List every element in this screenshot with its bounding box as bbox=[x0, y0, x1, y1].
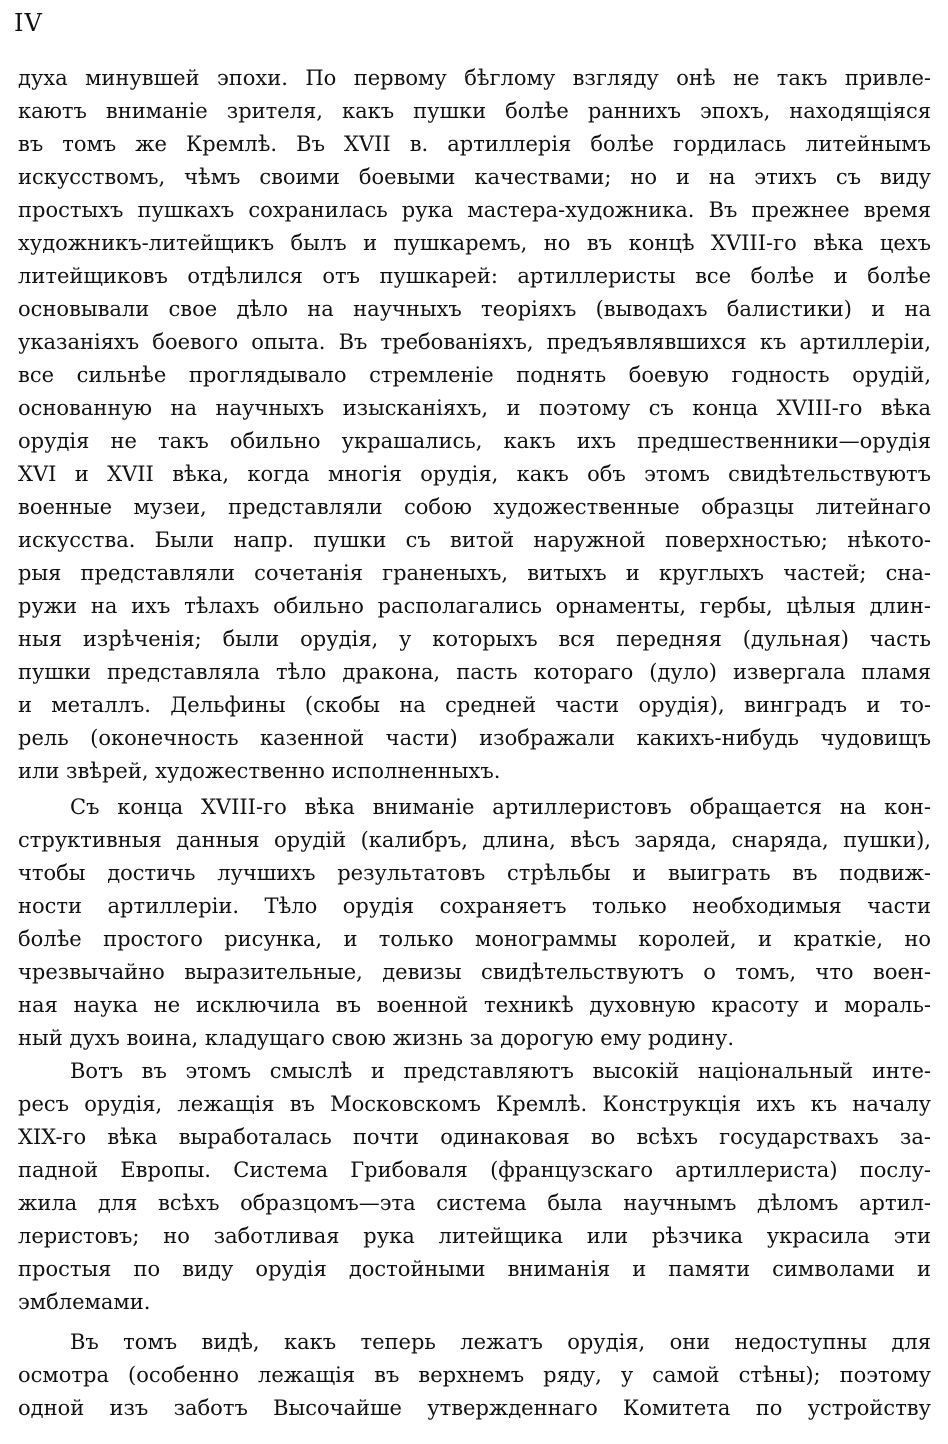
text-line: структивныя данныя орудій (калибръ, длина, вѣсъ заряда, снаряда, пушки), bbox=[18, 828, 931, 852]
text-line: все сильнѣе проглядывало стремленіе поднять боевую годность орудій, bbox=[18, 363, 931, 387]
text-line: простыя по виду орудія достойными вниманія и памяти символами и bbox=[18, 1257, 931, 1281]
text-line: основывали свое дѣло на научныхъ теоріяхъ (выводахъ балистики) и на bbox=[18, 297, 931, 321]
text-line: леристовъ; но заботливая рука литейщика или рѣзчика украсила эти bbox=[18, 1224, 931, 1248]
text-line: пушки представляла тѣло дракона, пасть котораго (дуло) извергала пламя bbox=[18, 660, 931, 684]
text-line: орудія не такъ обильно украшались, какъ ихъ предшественники—орудія bbox=[18, 429, 931, 453]
text-line: ружи на ихъ тѣлахъ обильно располагались орнаменты, гербы, цѣлыя длин- bbox=[18, 594, 931, 618]
text-line: искусства. Были напр. пушки съ витой наружной поверхностью; нѣкото- bbox=[18, 528, 931, 552]
text-line: падной Европы. Система Грибоваля (французскаго артиллериста) послу- bbox=[18, 1158, 931, 1182]
text-line: военные музеи, представляли собою художественные образцы литейнаго bbox=[18, 495, 931, 519]
text-line: ная наука не исключила въ военной техникѣ духовную красоту и мораль- bbox=[18, 993, 931, 1017]
text-line: и металлъ. Дельфины (скобы на средней части орудія), винградъ и то- bbox=[18, 693, 931, 717]
text-line: болѣе простого рисунка, и только монограммы королей, и краткіе, но bbox=[18, 927, 931, 951]
text-line: простыхъ пушкахъ сохранилась рука мастера-художника. Въ прежнее время bbox=[18, 198, 931, 222]
text-line: духа минувшей эпохи. По первому бѣглому взгляду онѣ не такъ привле- bbox=[18, 66, 931, 90]
text-line: рыя представляли сочетанія граненыхъ, витыхъ и круглыхъ частей; сна- bbox=[18, 561, 931, 585]
text-line: ресъ орудія, лежащія въ Московскомъ Кремлѣ. Конструкція ихъ къ началу bbox=[18, 1092, 931, 1116]
text-line: искусствомъ, чѣмъ своими боевыми качествами; но и на этихъ съ виду bbox=[18, 165, 931, 189]
text-line: Вотъ въ этомъ смыслѣ и представляютъ высокій національный инте- bbox=[70, 1059, 931, 1083]
text-line: ности артиллеріи. Тѣло орудія сохраняетъ только необходимыя части bbox=[18, 894, 931, 918]
text-line: XIX-го вѣка выработалась почти одинаковая во всѣхъ государствахъ за- bbox=[18, 1125, 931, 1149]
text-line: эмблемами. bbox=[18, 1290, 151, 1314]
text-line: рель (оконечность казенной части) изображали какихъ-нибудь чудовищъ bbox=[18, 726, 931, 750]
text-line: осмотра (особенно лежащія въ верхнемъ ряду, у самой стѣны); поэтому bbox=[18, 1363, 931, 1387]
text-line: чтобы достичь лучшихъ результатовъ стрѣльбы и выиграть въ подвиж- bbox=[18, 861, 931, 885]
text-line: указаніяхъ боевого опыта. Въ требованіяхъ, предъявлявшихся къ артиллеріи, bbox=[18, 330, 931, 354]
text-line: чрезвычайно выразительные, девизы свидѣтельствуютъ о томъ, что воен- bbox=[18, 960, 931, 984]
text-line: основанную на научныхъ изысканіяхъ, и поэтому съ конца XVIII-го вѣка bbox=[18, 396, 931, 420]
text-line: каютъ вниманіе зрителя, какъ пушки болѣе раннихъ эпохъ, находящіяся bbox=[18, 99, 931, 123]
text-line: XVI и XVII вѣка, когда многія орудія, какъ объ этомъ свидѣтельствуютъ bbox=[18, 462, 931, 486]
page-number: IV bbox=[14, 9, 43, 37]
text-line: или звѣрей, художественно исполненныхъ. bbox=[18, 759, 501, 783]
text-line: одной изъ заботъ Высочайше утвержденнаго Комитета по устройству bbox=[18, 1396, 931, 1420]
text-line: ныя изрѣченія; были орудія, у которыхъ вся передняя (дульная) часть bbox=[18, 627, 931, 651]
text-line: художникъ-литейщикъ былъ и пушкаремъ, но въ концѣ XVIII-го вѣка цехъ bbox=[18, 231, 931, 255]
text-line: жила для всѣхъ образцомъ—эта система была научнымъ дѣломъ артил- bbox=[18, 1191, 931, 1215]
text-line: Въ томъ видѣ, какъ теперь лежатъ орудія, они недоступны для bbox=[70, 1330, 931, 1354]
text-line: ный духъ воина, кладущаго свою жизнь за дорогую ему родину. bbox=[18, 1026, 735, 1050]
text-line: Съ конца XVIII-го вѣка вниманіе артиллеристовъ обращается на кон- bbox=[70, 795, 931, 819]
text-line: въ томъ же Кремлѣ. Въ XVII в. артиллерія болѣе гордилась литейнымъ bbox=[18, 132, 931, 156]
text-line: литейщиковъ отдѣлился отъ пушкарей: артиллеристы все болѣе и болѣе bbox=[18, 264, 931, 288]
